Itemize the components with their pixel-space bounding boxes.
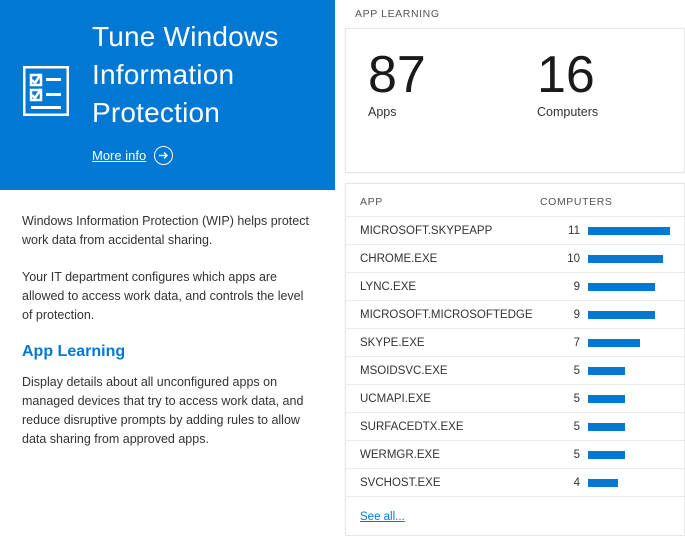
table-row[interactable]	[346, 244, 684, 272]
table-row[interactable]	[346, 468, 684, 496]
table-body	[346, 216, 684, 496]
row-app-name: MICROSOFT.SKYPEAPP	[360, 224, 493, 237]
row-app-name: WERMGR.EXE	[360, 448, 440, 461]
row-computer-count: 7	[573, 336, 580, 349]
row-app-name: SKYPE.EXE	[360, 336, 425, 349]
row-bar-track	[588, 395, 670, 403]
column-header-app: APP	[360, 196, 383, 208]
stat-computers	[515, 47, 684, 119]
table-row[interactable]	[346, 328, 684, 356]
stat-computers-value: 16	[537, 46, 595, 104]
row-app-name: MSOIDSVC.EXE	[360, 364, 448, 377]
arrow-right-circle-icon[interactable]	[154, 146, 173, 165]
row-bar-track	[588, 255, 670, 263]
info-panel	[0, 0, 335, 536]
stat-apps-label: Apps	[368, 105, 397, 119]
row-bar-track	[588, 339, 670, 347]
table-row[interactable]	[346, 384, 684, 412]
row-app-name: LYNC.EXE	[360, 280, 417, 293]
row-app-name: UCMAPI.EXE	[360, 392, 431, 405]
row-app-name: CHROME.EXE	[360, 252, 438, 265]
stat-apps-value: 87	[368, 46, 426, 104]
app-learning-heading: App Learning	[22, 343, 126, 360]
more-info-link[interactable]: More info	[92, 148, 147, 163]
see-all-row[interactable]	[346, 496, 684, 535]
summary-card	[345, 28, 685, 173]
stat-computers-label: Computers	[537, 105, 599, 119]
hero-text-block	[92, 18, 335, 165]
app-table-card	[345, 183, 685, 536]
table-row[interactable]	[346, 412, 684, 440]
row-bar-track	[588, 311, 670, 319]
stat-apps	[346, 47, 515, 119]
row-bar-fill	[588, 479, 618, 487]
row-bar-track	[588, 451, 670, 459]
table-header	[346, 184, 684, 216]
column-header-computers: COMPUTERS	[540, 196, 613, 208]
table-row[interactable]	[346, 272, 684, 300]
row-computer-count: 5	[573, 420, 580, 433]
row-app-name: MICROSOFT.MICROSOFTEDGE	[360, 308, 533, 321]
row-computer-count: 9	[573, 308, 580, 321]
row-bar-fill	[588, 395, 625, 403]
row-computer-count: 9	[573, 280, 580, 293]
app-learning-panel	[345, 0, 685, 536]
row-bar-fill	[588, 423, 625, 431]
row-bar-fill	[588, 339, 640, 347]
row-app-name: SURFACEDTX.EXE	[360, 420, 464, 433]
row-computer-count: 4	[573, 476, 580, 489]
row-computer-count: 11	[568, 224, 580, 237]
table-row[interactable]	[346, 356, 684, 384]
row-bar-track	[588, 479, 670, 487]
panel-header: APP LEARNING	[355, 8, 440, 20]
see-all-link[interactable]: See all...	[360, 511, 405, 523]
row-bar-track	[588, 423, 670, 431]
hero-title: Tune Windows Information Protection	[92, 21, 279, 128]
row-bar-fill	[588, 283, 655, 291]
row-bar-track	[588, 283, 670, 291]
row-bar-fill	[588, 255, 663, 263]
info-body	[0, 190, 335, 467]
row-bar-track	[588, 367, 670, 375]
table-row[interactable]	[346, 300, 684, 328]
row-bar-fill	[588, 451, 625, 459]
more-info-link-row[interactable]	[92, 146, 319, 165]
hero-banner	[0, 0, 335, 190]
row-computer-count: 5	[573, 364, 580, 377]
table-row[interactable]	[346, 440, 684, 468]
row-computer-count: 5	[573, 448, 580, 461]
checklist-icon	[0, 18, 92, 116]
row-bar-fill	[588, 311, 655, 319]
row-bar-track	[588, 227, 670, 235]
app-learning-description-paragraph: Display details about all unconfigured apps on managed devices that try to access work data, and reduce disruptive prompts by adding rules to allow data sharing from approved apps.	[22, 375, 304, 446]
row-bar-fill	[588, 227, 670, 235]
it-department-paragraph: Your IT department configures which apps are allowed to access work data, and controls the level of protection.	[22, 270, 304, 322]
row-computer-count: 5	[573, 392, 580, 405]
row-computer-count: 10	[567, 252, 580, 265]
table-row[interactable]	[346, 216, 684, 244]
row-bar-fill	[588, 367, 625, 375]
wip-description-paragraph: Windows Information Protection (WIP) helps protect work data from accidental sharing.	[22, 214, 309, 247]
row-app-name: SVCHOST.EXE	[360, 476, 441, 489]
